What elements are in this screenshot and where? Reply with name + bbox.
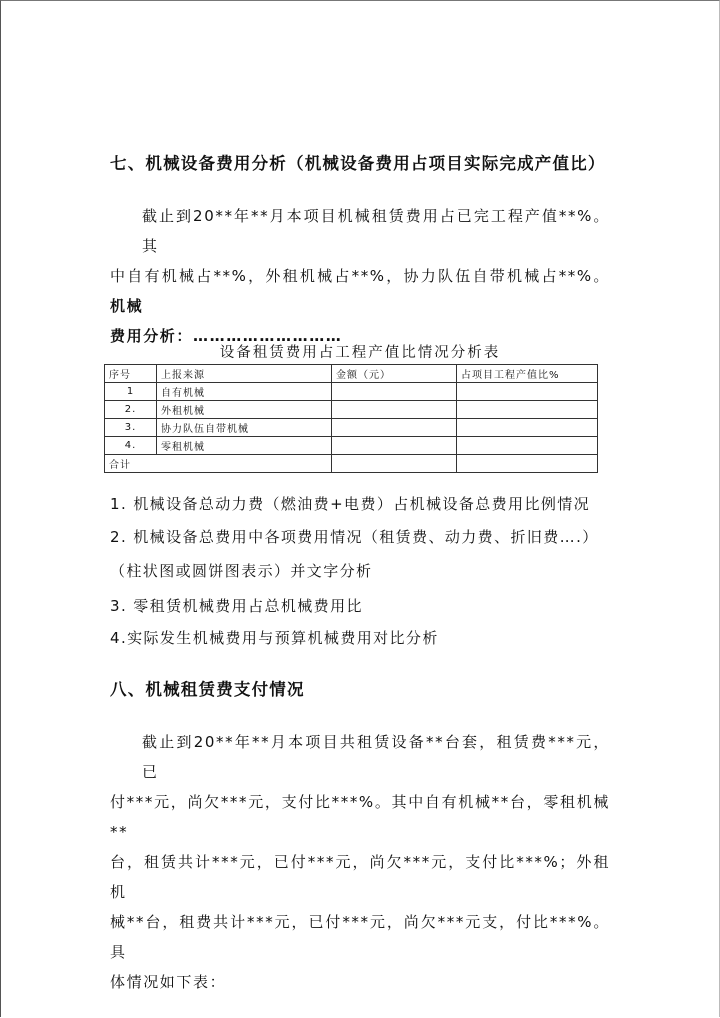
list-item: 1. 机械设备总动力费（燃油费+电费）占机械设备总费用比例情况: [110, 495, 591, 513]
table-row: [105, 383, 598, 401]
cell-ratio: [457, 419, 598, 437]
cell-source: 零租机械: [157, 437, 332, 455]
list-item: （柱状图或圆饼图表示）并文字分析: [110, 562, 373, 580]
cost-analysis-table: [104, 364, 598, 473]
table-header-row: [105, 365, 598, 383]
list-item: 3. 零租赁机械费用占总机械费用比: [110, 597, 363, 615]
column-header: 金额（元）: [332, 365, 457, 383]
paragraph-line: [110, 261, 610, 321]
section-7-heading: 七、机械设备费用分析（机械设备费用占项目实际完成产值比）: [110, 154, 606, 173]
cell-no: 3.: [105, 419, 157, 437]
section-8-heading: 八、机械租赁费支付情况: [110, 680, 305, 699]
cell-amount: [332, 437, 457, 455]
cell-ratio: [457, 437, 598, 455]
cell-amount: [332, 455, 457, 473]
paragraph-bold-text: 机械: [110, 297, 144, 315]
table-row: [105, 401, 598, 419]
paragraph-line: 费用分析：………………………: [110, 327, 343, 345]
paragraph-line: 体情况如下表：: [110, 973, 227, 991]
column-header: 序号: [105, 365, 157, 383]
cell-ratio: [457, 455, 598, 473]
paragraph-line: 截止到20**年**月本项目机械租赁费用占已完工程产值**%。其: [142, 207, 610, 255]
paragraph-line: 械**台，租费共计***元，已付***元，尚欠***元支，付比***%。具: [110, 913, 610, 961]
paragraph-text: 中自有机械占**%，外租机械占**%，协力队伍自带机械占**%。: [110, 267, 610, 285]
cell-source: 外租机械: [157, 401, 332, 419]
cell-ratio: [457, 383, 598, 401]
cell-ratio: [457, 401, 598, 419]
table-caption: 设备租赁费用占工程产值比情况分析表: [219, 345, 501, 361]
paragraph-line: 台，租赁共计***元，已付***元，尚欠***元，支付比***%；外租机: [110, 853, 610, 901]
total-label: 合计: [105, 455, 332, 473]
column-header: 上报来源: [157, 365, 332, 383]
table-total-row: [105, 455, 598, 473]
cell-amount: [332, 419, 457, 437]
table-row: [105, 437, 598, 455]
list-item: 4.实际发生机械费用与预算机械费用对比分析: [110, 629, 439, 647]
section-7-paragraph: [110, 201, 610, 351]
cell-no: 2.: [105, 401, 157, 419]
paragraph-line: 付***元，尚欠***元，支付比***%。其中自有机械**台，零租机械**: [110, 793, 610, 841]
list-item: 2. 机械设备总费用中各项费用情况（租赁费、动力费、折旧费….）: [110, 528, 599, 546]
section-8-paragraph: [110, 727, 610, 997]
cell-amount: [332, 401, 457, 419]
paragraph-line: 截止到20**年**月本项目共租赁设备**台套，租赁费***元，已: [142, 733, 610, 781]
column-header: 占项目工程产值比%: [457, 365, 598, 383]
cell-no: 1: [105, 383, 157, 401]
table-row: [105, 419, 598, 437]
cell-source: 自有机械: [157, 383, 332, 401]
cell-source: 协力队伍自带机械: [157, 419, 332, 437]
cell-amount: [332, 383, 457, 401]
cell-no: 4.: [105, 437, 157, 455]
